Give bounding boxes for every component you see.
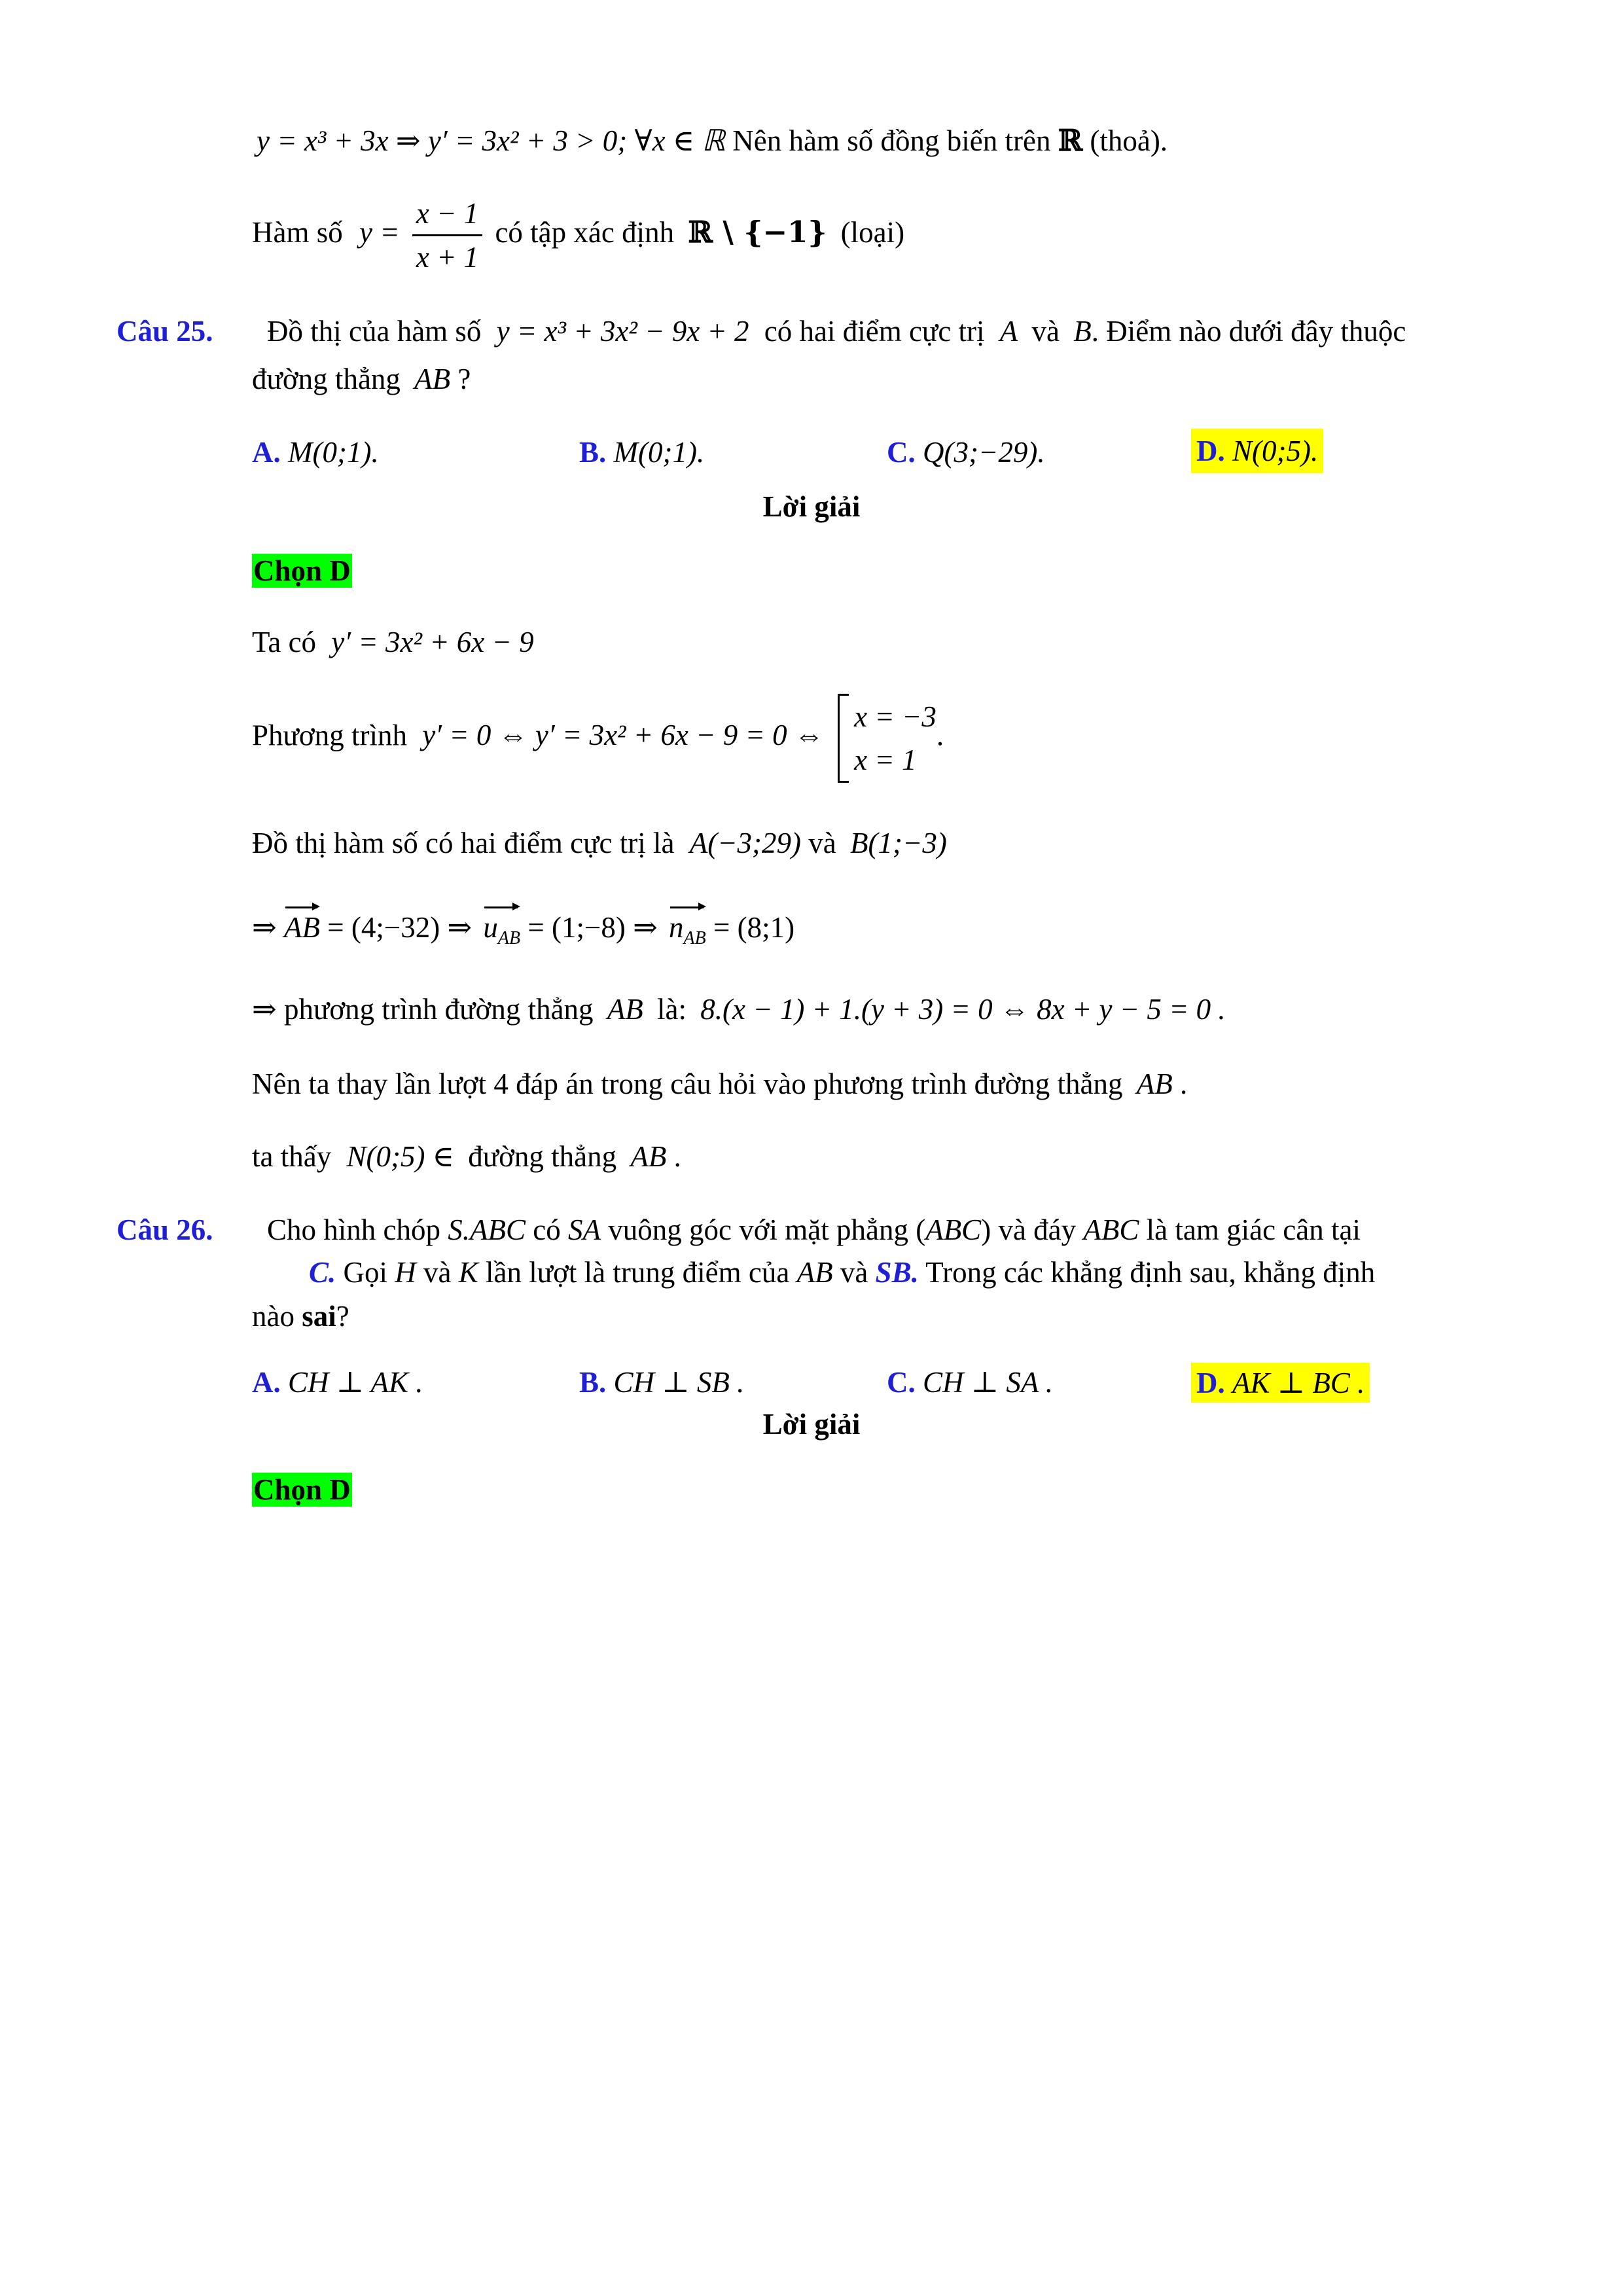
prev-line-2-y: y = [359, 215, 400, 249]
q25-step-6 [252, 1067, 1187, 1101]
q26-text: ) và đáy [981, 1213, 1077, 1246]
prev-line-2-domain: ℝ \ {−1} [688, 214, 827, 249]
vector-n-subscript: AB [683, 928, 706, 948]
line-ab: AB [1136, 1067, 1173, 1100]
step-text: ta thấy [252, 1140, 332, 1173]
q26-text: và [423, 1256, 452, 1289]
vector-n [669, 910, 706, 949]
prev-line-2 [252, 196, 904, 274]
q25-point-b: B [1073, 315, 1092, 348]
implies-arrow: ⇒ [252, 911, 277, 944]
option-value: M(0;1). [613, 436, 705, 469]
step-la: là: [657, 993, 687, 1026]
vector-ab: AB [283, 911, 320, 944]
q26-text: là tam giác cân tại [1146, 1213, 1361, 1246]
option-value: Q(3;−29). [923, 436, 1045, 469]
prev-line-1-set: ℝ [1058, 123, 1083, 158]
prev-line-1-text: Nên hàm số đồng biến trên [732, 124, 1051, 157]
q26-text: Trong các khẳng định sau, khẳng định [925, 1256, 1376, 1289]
point-n: N(0;5) ∈ [346, 1140, 454, 1173]
step-and: và [808, 827, 836, 859]
q25-text-c: . Điểm nào dưới đây thuộc [1091, 315, 1406, 348]
q25-text-b: có hai điểm cực trị [764, 315, 985, 348]
q26-segment-ab: AB [796, 1256, 833, 1289]
step-end: . [673, 1140, 681, 1173]
step-equation: y′ = 3x² + 6x − 9 [331, 626, 534, 658]
prev-line-1 [257, 123, 1168, 158]
option-key: C. [887, 436, 916, 469]
q26-text: Cho hình chóp [267, 1213, 440, 1246]
fraction-denominator: x + 1 [416, 241, 479, 274]
fraction-numerator: x − 1 [412, 196, 482, 236]
step-lead: Phương trình [252, 719, 407, 752]
step-eq-1: = (4;−32) ⇒ [327, 911, 473, 944]
q26-sa: SA [567, 1213, 601, 1246]
q25-step-3 [252, 826, 947, 860]
prev-line-1-tail: (thoả). [1090, 124, 1168, 157]
step-eq-3: = (8;1) [713, 911, 795, 944]
line-equation: 8.(x − 1) + 1.(y + 3) = 0 ⇔ 8x + y − 5 = 0 . [700, 993, 1226, 1026]
q25-step-2 [252, 694, 944, 783]
step-text: phương trình đường thẳng [283, 993, 594, 1026]
q26-text: có [533, 1213, 561, 1246]
q26-point-h: H [395, 1256, 416, 1289]
q26-option-b [579, 1365, 744, 1399]
case-1: x = −3 [854, 700, 936, 733]
option-key: A. [252, 436, 281, 469]
vector-u-subscript: AB [497, 928, 521, 948]
prev-line-2-tail: (loại) [840, 215, 905, 249]
prev-line-2-lead: Hàm số [252, 215, 343, 249]
q25-qmark: ? [457, 363, 471, 395]
q25-label: Câu 25. [116, 315, 213, 348]
q26-option-c [887, 1365, 1053, 1399]
q25-function: y = x³ + 3x² − 9x + 2 [496, 315, 749, 348]
q26-point-k: K [458, 1256, 478, 1289]
vector-n-symbol: n [669, 911, 684, 944]
vector-u-symbol: u [483, 911, 498, 944]
step-text: Đồ thị hàm số có hai điểm cực trị là [252, 827, 675, 859]
q25-text-line-1 [267, 314, 1406, 348]
implies-arrow: ⇒ [252, 993, 277, 1026]
option-value: M(0;1). [288, 436, 379, 469]
option-key: D. [1196, 1367, 1225, 1399]
q25-point-a: A [999, 315, 1018, 348]
q26-vertex-c: C. [309, 1256, 336, 1289]
step-eq-2: = (1;−8) ⇒ [527, 911, 658, 944]
option-key: A. [252, 1366, 281, 1399]
option-value: CH ⊥ SB . [613, 1366, 745, 1399]
q25-solution-title: Lời giải [762, 490, 861, 523]
q25-option-c [887, 435, 1045, 469]
q26-text: ? [336, 1300, 349, 1333]
q25-step-7 [252, 1139, 681, 1174]
step-end: . [1180, 1067, 1188, 1100]
q25-text-line-2 [252, 362, 471, 396]
step-tail: đường thẳng [468, 1140, 617, 1173]
option-key: D. [1196, 435, 1225, 467]
line-ab: AB [607, 993, 643, 1026]
step-end: . [936, 719, 944, 752]
q25-and: và [1031, 315, 1060, 348]
q26-text: Gọi [343, 1256, 388, 1289]
q25-text-d: đường thẳng [252, 363, 401, 395]
option-value: N(0;5). [1232, 435, 1319, 467]
q26-base: ABC [1083, 1213, 1139, 1246]
case-system [854, 695, 936, 781]
q26-text-line-1 [267, 1213, 1361, 1247]
point-b: B(1;−3) [850, 827, 947, 859]
q25-option-a [252, 435, 379, 469]
step-equation: y′ = 0 ⇔ y′ = 3x² + 6x − 9 = 0 ⇔ [422, 719, 824, 752]
q25-step-1 [252, 625, 534, 659]
q25-step-4 [252, 910, 794, 949]
option-value: AK ⊥ BC . [1232, 1367, 1365, 1399]
vector-u [483, 910, 520, 949]
prev-line-2-mid: có tập xác định [495, 215, 675, 249]
q25-ab: AB [414, 363, 451, 395]
option-value: CH ⊥ SA . [923, 1366, 1054, 1399]
q26-text: và [840, 1256, 868, 1289]
q26-label: Câu 26. [116, 1213, 213, 1246]
q26-segment-sb: SB. [875, 1256, 919, 1289]
q26-text: lần lượt là trung điểm của [486, 1256, 790, 1289]
q26-option-d [1191, 1363, 1370, 1403]
q26-solution-title: Lời giải [762, 1408, 861, 1441]
point-a: A(−3;29) [689, 827, 802, 859]
q26-text: nào [252, 1300, 294, 1333]
step-lead: Ta có [252, 626, 317, 658]
prev-line-1-eq: y = x³ + 3x ⇒ y′ = 3x² + 3 > 0; ∀x ∈ ℝ [257, 124, 726, 157]
case-2: x = 1 [854, 744, 917, 776]
q26-option-a [252, 1365, 423, 1399]
option-key: B. [579, 1366, 607, 1399]
q25-text-a: Đồ thị của hàm số [267, 315, 482, 348]
prev-line-2-fraction [412, 196, 482, 274]
line-ab: AB [630, 1140, 667, 1173]
q25-chosen-answer: Chọn D [253, 554, 351, 587]
q26-text: vuông góc với mặt phẳng ( [608, 1213, 926, 1246]
q26-text-line-2 [309, 1255, 1375, 1289]
q26-sai: sai [302, 1300, 336, 1333]
q25-option-d [1191, 429, 1323, 473]
q26-plane: ABC [925, 1213, 982, 1246]
q26-chosen-answer: Chọn D [253, 1473, 351, 1506]
system-bracket [838, 694, 849, 783]
q26-pyramid: S.ABC [448, 1213, 526, 1246]
option-key: C. [887, 1366, 916, 1399]
q25-option-b [579, 435, 704, 469]
q25-step-5 [252, 992, 1226, 1026]
option-key: B. [579, 436, 607, 469]
step-text: Nên ta thay lần lượt 4 đáp án trong câu hỏi vào phương trình đường thẳng [252, 1067, 1123, 1100]
option-value: CH ⊥ AK . [288, 1366, 423, 1399]
q26-text-line-3 [252, 1299, 349, 1333]
